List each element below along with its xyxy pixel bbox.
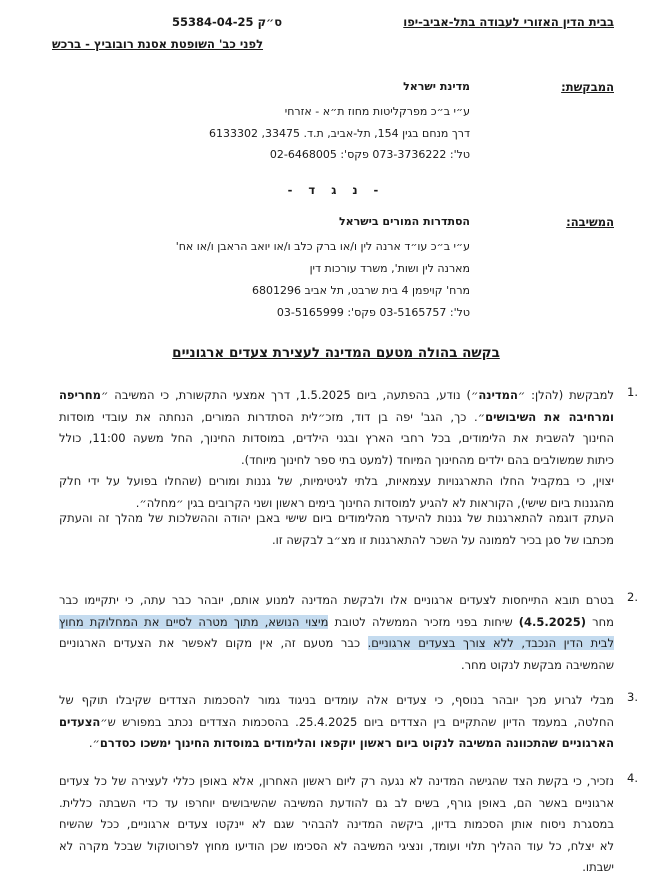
paragraph-line: מהגננות ביום שישי), הקוראות לא להגיע למוסדות החינוך בימים ראשון ושני הקרובים בגין ״מחלה״. [135, 495, 614, 510]
paragraph-line: ומרחיבה את השיבושים״. כך, הגב' יפה בן דוד, מזכ״לית הסתדרות המורים, הנחתה את עובדי מוסדות [59, 409, 614, 424]
paragraph-line: העתק דוגמה להתארגנות של גננות להיעדר מהלימודים ביום שישי באבן יהודה וההשלכות של מהלך זה והעתק [59, 511, 614, 525]
applicant-name: מדינת ישראל [403, 80, 470, 93]
paragraph-number: .3 [627, 690, 638, 704]
respondent-line-2: מארנה לין ושות', משרד עורכות דין [309, 262, 470, 275]
paragraph-1-attachment [59, 508, 614, 551]
respondent-line-4: טל': 03-5165757 פקס': 03-5165999 [276, 306, 470, 319]
respondent-line-1: ע״י ב״כ עו״ד ארנה לין ו/או ברק כלב ו/או יואב הראבן ו/או אח' [175, 240, 470, 253]
paragraph-line: נזכיר, כי בקשת הצד שהגישה המדינה לא נגעה רק ליום ראשון האחרון, אלא באופן כללי לעצירה של כל צעדים [59, 774, 614, 788]
respondent-name: הסתדרות המורים בישראל [339, 215, 470, 228]
paragraph-2 [59, 590, 638, 676]
paragraph-line: בטרם תובא התייחסות לצעדים ארגוניים אלו ולבקשת המדינה למנוע אותם, יובהר כבר עתה, כי יתקיימו כבר [59, 593, 614, 607]
paragraph-line: ארגוניים באשר הם, באופן גורף, בשים לב גם להודעת המשיבה שהשיבושים יוחרפו עד כדי השבתה כללית. [59, 795, 614, 810]
respondent-line-3: מרח' קויפמן 4 בית שרבט, תל אביב 6801296 [251, 284, 470, 297]
paragraph-line: החינוך להשבית את הלימודים, בכל רחבי הארץ ובגני הילדים, במוסדות החינוך, החל משעה 11:00, כולל [59, 431, 614, 446]
paragraph-4 [59, 771, 638, 879]
paragraph-line: מבלי לגרוע מכך יובהר בנוסף, כי צעדים אלה עומדים בניגוד גמור להסכמות הצדדים שקיבלו תוקף של [59, 693, 614, 707]
case-number: ס״ק 55384-04-25 [172, 15, 283, 29]
respondent-role: המשיבה: [566, 215, 614, 229]
document-title: בקשה בהולה מטעם המדינה לעצירת צעדים ארגוניים [172, 345, 500, 361]
highlighted-text: מיצוי הנושא, מתוך מטרה לסיים את המחלוקת מחוץ [59, 614, 329, 629]
judge-line: לפני כב' השופטת אסנת רובוביץ - ברכש [52, 37, 264, 51]
paragraph-line: מכתבו של סגן בכיר לממונה על השכר להתארגנות זו מצ״ב לבקשה זו. [271, 532, 614, 547]
paragraph-line: הארגוניים שהתכוונה המשיבה לנקוט ביום ראשון יוקפאו והלימודים במוסדות החינוך ימשכו כסדרם״. [88, 736, 614, 751]
paragraph-line: במסגרת ניסוח אותן הסכמות בדיון, ביקשה המדינה להבהיר שגם לא יינקטו צעדים ארגוניים, ככל שהשיח [59, 817, 614, 832]
applicant-line-2: דרך מנחם בגין 154, תל-אביב, ת.ד. 33475, 6133302 [208, 127, 470, 140]
paragraph-line: שהמשיבה מבקשת לנקוט מחר. [460, 657, 614, 672]
paragraph-line: למבקשת (להלן: ״המדינה״) נודע, בהפתעה, ביום 1.5.2025, דרך אמצעי התקשורת, כי המשיבה ״מחריפה [59, 388, 614, 402]
highlighted-text: לבית הדין הנכבד, ללא צורך בצעדים ארגוניים. [367, 636, 614, 651]
paragraph-line: לא יצלח, כל עוד ההליך תלוי ועומד, ונציגי המשיבה לא הסכימו שכן הודיעו מחוץ לפרוטוקול שבכל מקרה לא [59, 838, 614, 853]
paragraph-number: .2 [627, 590, 638, 604]
paragraph-number: .4 [627, 771, 638, 785]
applicant-line-3: טל': 073-3736222 פקס': 02-6468005 [269, 148, 470, 161]
paragraph-line: מחר (4.5.2025) שיחות בפני מזכיר הממשלה לטובת מיצוי הנושא, מתוך מטרה לסיים את המחלוקת מחוץ [59, 614, 614, 629]
versus-line: - נ ג ד - [287, 183, 385, 197]
paragraph-line: ישבתו. [582, 860, 614, 875]
paragraph-number: .1 [627, 385, 638, 399]
applicant-role: המבקשת: [561, 80, 614, 94]
paragraph-line: לבית הדין הנכבד, ללא צורך בצעדים ארגוניים. כבר מטעם זה, אין מקום לאפשר את הצעדים הארגוניים [59, 636, 614, 651]
paragraph-1 [59, 385, 638, 515]
paragraph-line: כיתות שמשולבים בהם ילדים מהחינוך המיוחד (למעט בתי ספר לחינוך מיוחד). [241, 452, 614, 467]
paragraph-3 [59, 690, 638, 755]
paragraph-line: החלטה, במעמד הדיון שהתקיים בין הצדדים ביום 25.4.2025. בהסכמות הצדדים נכתב במפורש ש״הצעדים [59, 714, 614, 729]
applicant-line-1: ע״י ב״כ מפרקליטות מחוז ת״א - אזרחי [284, 105, 470, 118]
paragraph-line: יצוין, כי במקביל החלו התארגנויות עצמאיות, בלתי לגיטימיות, של גננות ומורים (שהחלו בפועל על ידי חלק [59, 474, 614, 489]
court-name: בבית הדין האזורי לעבודה בתל-אביב-יפו [403, 15, 614, 29]
